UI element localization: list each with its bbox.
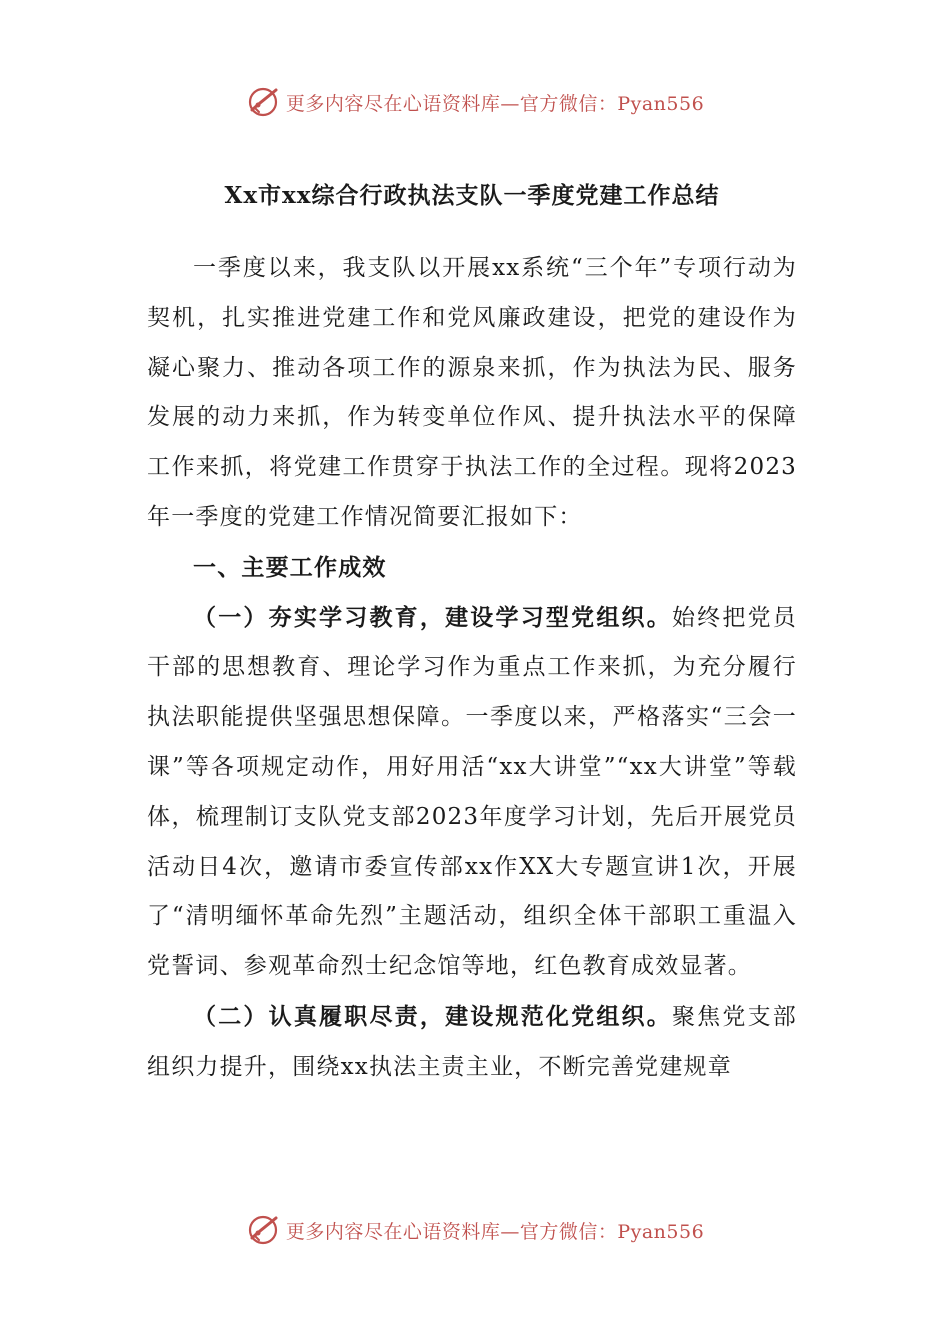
section-heading-1: 一、主要工作成效 [193, 553, 387, 581]
header-watermark [0, 82, 950, 122]
item-2-body: 聚焦党支部组织力提升，围绕xx执法主责主业，不断完善党建规章 [147, 1003, 798, 1080]
header-watermark-text: 更多内容尽在心语资料库—官方微信：Pyan556 [285, 92, 705, 115]
document-title: Xx市xx综合行政执法支队一季度党建工作总结 [224, 182, 720, 209]
pen-logo-icon [246, 1212, 282, 1248]
footer-watermark-text: 更多内容尽在心语资料库—官方微信：Pyan556 [285, 1220, 705, 1243]
footer-watermark [0, 1210, 950, 1250]
intro-paragraph: 一季度以来，我支队以开展xx系统“三个年”专项行动为契机，扎实推进党建工作和党风廉政建设，把党的建设作为凝心聚力、推动各项工作的源泉来抓，作为执法为民、服务发展的动力来抓，作为转变单位作风、提升执法水平的保障工作来抓，将党建工作贯穿于执法工作的全过程。现将2023年一季度的党建工作情况简要汇报如下： [147, 255, 797, 530]
item-2-lead: （二）认真履职尽责，建设规范化党组织。 [193, 1002, 672, 1030]
pen-logo-icon [246, 84, 282, 120]
document-body [147, 172, 797, 1093]
item-1-body: 始终把党员干部的思想教育、理论学习作为重点工作来抓，为充分履行执法职能提供坚强思想保障。一季度以来，严格落实“三会一课”等各项规定动作，用好用活“xx大讲堂”“xx大讲堂”等载体，梳理制订支队党支部2023年度学习计划，先后开展党员活动日4次，邀请市委宣传部xx作XX大专题宣讲1次，开展了“清明缅怀革命先烈”主题活动，组织全体干部职工重温入党誓词、参观革命烈士纪念馆等地，红色教育成效显著。 [147, 604, 798, 980]
item-1-paragraph [147, 593, 797, 992]
item-1-lead: （一）夯实学习教育，建设学习型党组织。 [193, 603, 672, 631]
item-2-paragraph [147, 992, 797, 1093]
